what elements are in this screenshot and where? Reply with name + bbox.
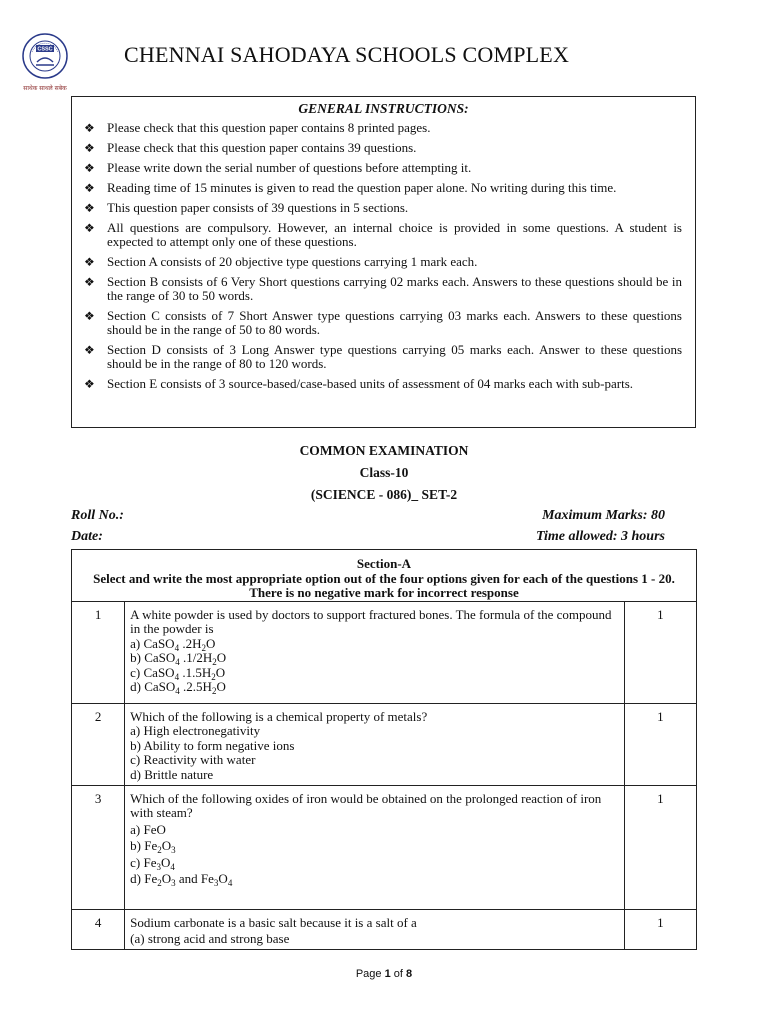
diamond-bullet-icon: ❖ (84, 161, 95, 175)
diamond-bullet-icon: ❖ (84, 255, 95, 269)
instruction-item: ❖ All questions are compulsory. However, an internal choice is provided in some questions. A student is expected to attempt only one of these questions. (84, 220, 682, 249)
diamond-bullet-icon: ❖ (84, 221, 95, 235)
question-text: Which of the following is a chemical property of metals? (130, 708, 428, 724)
maximum-marks: Maximum Marks: 80 (542, 508, 665, 523)
school-name: CHENNAI SAHODAYA SCHOOLS COMPLEX (124, 42, 570, 67)
page-footer (0, 968, 768, 980)
section-a-header (72, 550, 697, 602)
instructions-list (82, 121, 682, 397)
instruction-item: ❖ This question paper consists of 39 questions in 5 sections. (84, 200, 409, 215)
page-total: 8 (406, 968, 413, 980)
question-body (125, 785, 625, 909)
option-b: b) Ability to form negative ions (130, 737, 295, 753)
option-d: d) CaSO$_4$ $.2.5H_2O$ (130, 679, 226, 696)
question-body (125, 703, 625, 785)
question-number: 4 (72, 909, 125, 949)
question-body (125, 601, 625, 703)
school-logo (10, 32, 80, 94)
question-number: 1 (72, 601, 125, 703)
option-a: a) High electronegativity (130, 723, 261, 738)
question-marks: 1 (624, 601, 696, 703)
section-a-instruction: Select and write the most appropriate option out of the four options given for each of the questions 1 - 20. There is no negative mark for incorrect response (93, 570, 675, 600)
exam-title: COMMON EXAMINATION (299, 443, 469, 458)
general-instructions-box (71, 96, 696, 428)
question-row (72, 785, 697, 909)
date-label: Date: (71, 529, 103, 544)
logo-motto: साथेक साथले सबेक (23, 85, 67, 92)
question-text: Which of the following oxides of iron would be obtained on the prolonged reaction of iron with steam? (130, 790, 602, 820)
question-marks: 1 (624, 785, 696, 909)
page-word: Page (355, 968, 382, 980)
diamond-bullet-icon: ❖ (84, 201, 95, 215)
exam-class: Class-10 (359, 465, 409, 480)
question-text: A white powder is used by doctors to support fractured bones. The formula of the compound in the powder is (130, 606, 612, 636)
instruction-item: ❖ Section C consists of 7 Short Answer type questions carrying 03 marks each. Answers to these questions should be in the range of 50 to 80 words. (84, 308, 682, 337)
instruction-item: ❖ Please check that this question paper contains 8 printed pages. (84, 120, 431, 135)
time-allowed: Time allowed: 3 hours (536, 529, 665, 544)
instruction-item: ❖ Please write down the serial number of questions before attempting it. (84, 160, 472, 175)
option-c: c) $Fe_3O_4$ (130, 854, 175, 872)
diamond-bullet-icon: ❖ (84, 309, 95, 323)
question-number: 3 (72, 785, 125, 909)
option-b: b) $Fe_2O_3$ (130, 838, 176, 855)
diamond-bullet-icon: ❖ (84, 377, 95, 391)
instruction-item: ❖ Section B consists of 6 Very Short questions carrying 02 marks each. Answers to these questions should be in the range of 30 to 50 words. (84, 274, 682, 303)
section-a-title: Section-A (356, 556, 412, 571)
question-marks: 1 (624, 703, 696, 785)
question-row (72, 601, 697, 703)
instruction-item: ❖ Reading time of 15 minutes is given to read the question paper alone. No writing during this time. (84, 180, 617, 195)
option-d: d) $Fe_2O_3$ and $Fe_3O_4$ (130, 871, 233, 888)
roll-no-label: Roll No.: (71, 508, 124, 523)
instruction-item: ❖ Section A consists of 20 objective type questions carrying 1 mark each. (84, 254, 478, 269)
question-row (72, 703, 697, 785)
instruction-item: ❖ Please check that this question paper contains 39 questions. (84, 140, 417, 155)
instruction-item: ❖ Section E consists of 3 source-based/case-based units of assessment of 04 marks each with sub-parts. (84, 376, 634, 391)
diamond-bullet-icon: ❖ (84, 121, 95, 135)
question-marks: 1 (624, 909, 696, 949)
page-number: 1 (384, 968, 391, 980)
option-a: a) FeO (130, 821, 166, 837)
diamond-bullet-icon: ❖ (84, 343, 95, 357)
option-a: (a) strong acid and strong base (130, 931, 290, 946)
option-a: a) CaSO$_4$ $.2H_2O$ (130, 635, 216, 653)
question-row (72, 909, 697, 949)
instruction-item: ❖ Section D consists of 3 Long Answer type questions carrying 05 marks each. Answer to these questions should be in the range of 80 to 120 words. (84, 342, 682, 371)
question-number: 2 (72, 703, 125, 785)
diamond-bullet-icon: ❖ (84, 181, 95, 195)
option-b: b) CaSO$_4$ $.1/2H_2O$ (130, 650, 227, 667)
exam-subject: (SCIENCE - 086)_ SET-2 (310, 487, 458, 502)
section-a-header-row (72, 550, 697, 602)
diamond-bullet-icon: ❖ (84, 275, 95, 289)
questions-table (71, 549, 697, 950)
option-d: d) Brittle nature (130, 766, 214, 782)
question-body (125, 909, 625, 949)
instructions-heading: GENERAL INSTRUCTIONS: (298, 101, 469, 116)
option-c: c) CaSO$_4$ $.1.5H_2O$ (130, 664, 226, 682)
question-text: Sodium carbonate is a basic salt because it is a salt of a (130, 914, 417, 930)
of-word: of (393, 968, 403, 980)
option-c: c) Reactivity with water (130, 752, 256, 767)
diamond-bullet-icon: ❖ (84, 141, 95, 155)
logo-cssc-text: CSSC (37, 46, 53, 53)
